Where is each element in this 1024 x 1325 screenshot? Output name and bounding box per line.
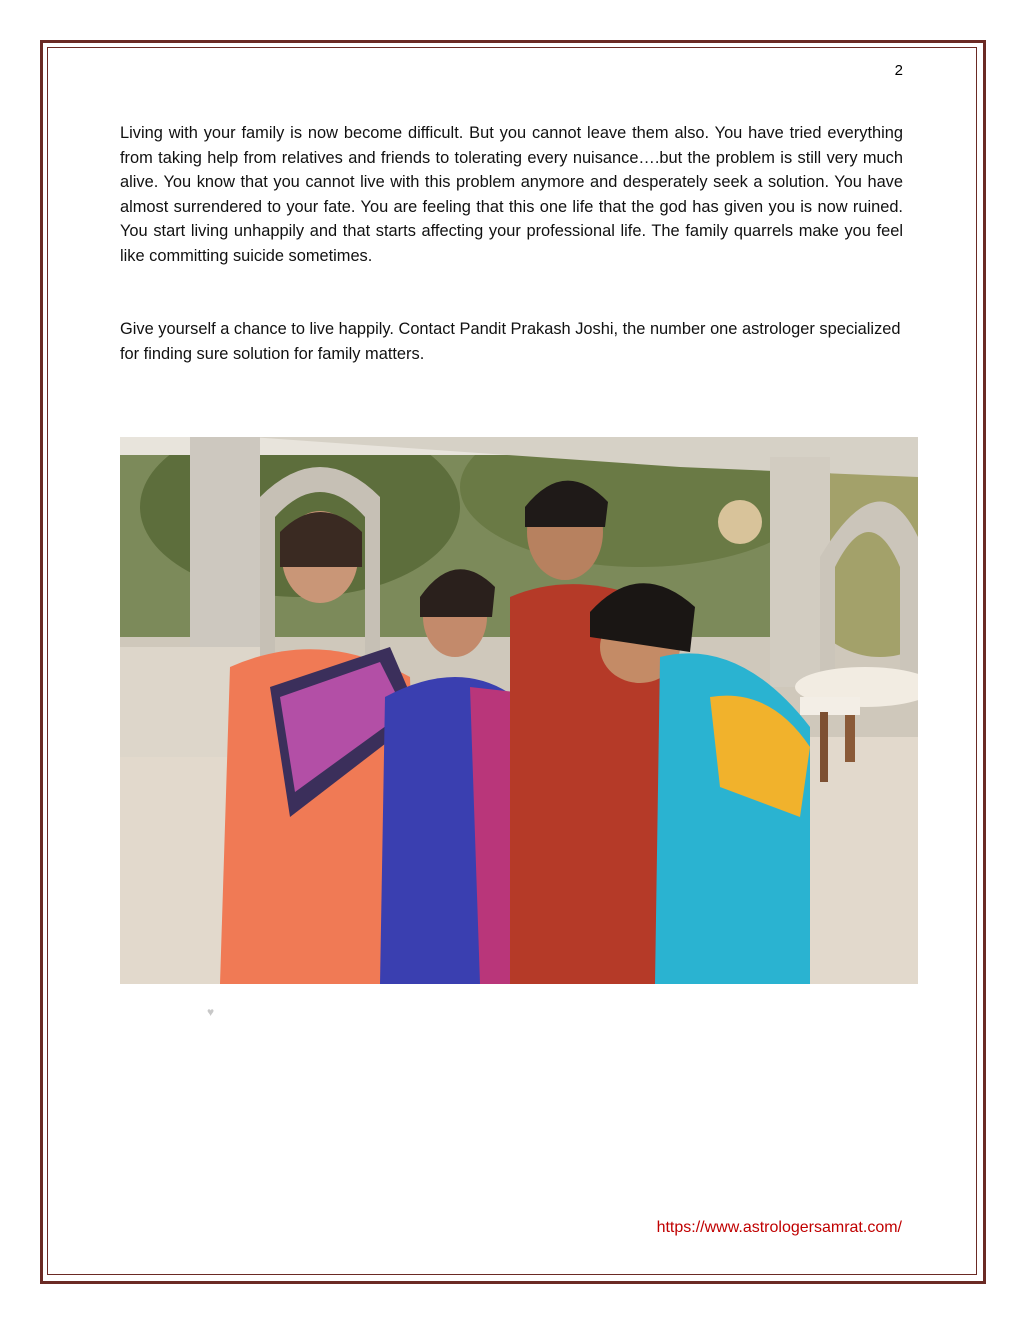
decorative-heart-icon: ♥ — [207, 1005, 215, 1019]
paragraph-family-problems: Living with your family is now become difficult. But you cannot leave them also. You have tried everything from taking help from relatives and friends to tolerating every nuisance….but the problem is still very much alive. You know that you cannot live with this problem anymore and desperately seek a solution. You have almost surrendered to your fate. You are feeling that this one life that the god has given you is now ruined. You start living unhappily and that starts affecting your professional life. The family quarrels make you feel like committing suicide sometimes. — [120, 124, 903, 265]
family-photo — [120, 437, 918, 984]
website-link[interactable]: https://www.astrologersamrat.com/ — [656, 1219, 902, 1236]
paragraph-contact-astrologer: Give yourself a chance to live happily. Contact Pandit Prakash Joshi, the number one astrologer specialized for finding sure solution for family matters. — [120, 320, 901, 363]
page-number: 2 — [894, 62, 903, 79]
family-photo-illustration — [120, 437, 918, 984]
